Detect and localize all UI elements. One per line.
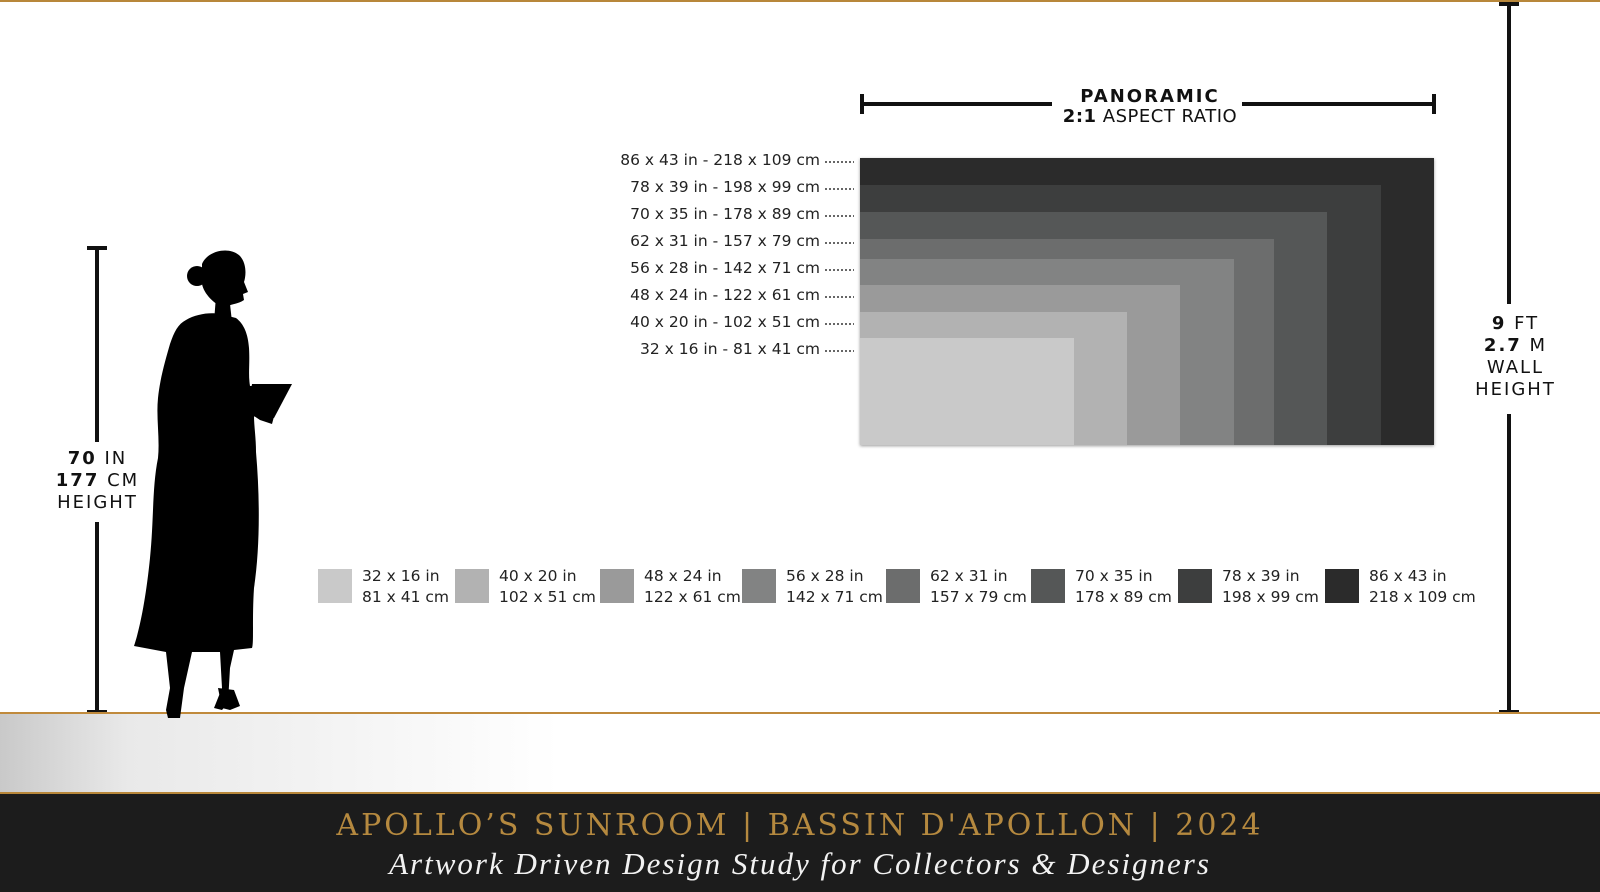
legend-text: 40 x 20 in 102 x 51 cm — [499, 567, 596, 606]
width-bracket-right — [1242, 102, 1434, 106]
footer-subtitle: Artwork Driven Design Study for Collectors & Designers — [389, 846, 1211, 881]
legend-swatch — [318, 569, 352, 603]
legend-swatch — [1178, 569, 1212, 603]
size-label-86x43: 86 x 43 in - 218 x 109 cm — [620, 151, 820, 169]
person-height-in-unit: IN — [104, 448, 128, 469]
size-leader-48x24 — [824, 296, 854, 298]
size-rect-32x16 — [860, 338, 1074, 445]
wall-height-line-top — [1507, 2, 1511, 304]
person-height-line-top — [95, 248, 99, 442]
wall-height-m-unit: M — [1529, 335, 1548, 356]
wall-height-word-2: HEIGHT — [1475, 379, 1556, 400]
size-leader-70x35 — [824, 215, 854, 217]
width-bracket-left — [862, 102, 1052, 106]
size-leader-32x16 — [824, 350, 854, 352]
size-leader-62x31 — [824, 242, 854, 244]
legend-text: 48 x 24 in 122 x 61 cm — [644, 567, 741, 606]
legend-swatch — [886, 569, 920, 603]
panoramic-title: PANORAMIC — [1080, 86, 1220, 107]
size-label-40x20: 40 x 20 in - 102 x 51 cm — [630, 313, 820, 331]
legend-text: 56 x 28 in 142 x 71 cm — [786, 567, 883, 606]
legend-swatch — [455, 569, 489, 603]
legend-swatch — [1031, 569, 1065, 603]
person-height-in-value: 70 — [67, 448, 97, 469]
aspect-ratio-label — [1030, 106, 1270, 127]
wall-height-line-bottom — [1507, 414, 1511, 714]
wall-height-m-value: 2.7 — [1483, 335, 1522, 356]
legend-swatch — [1325, 569, 1359, 603]
width-bracket-left-end — [860, 94, 864, 114]
person-height-cm-unit: CM — [107, 470, 140, 491]
legend-text: 62 x 31 in 157 x 79 cm — [930, 567, 1027, 606]
wall-height-ft-value: 9 — [1491, 313, 1507, 334]
wall-height-word-1: WALL — [1486, 357, 1545, 378]
wall-height-label — [1458, 313, 1573, 401]
wall-height-ft-unit: FT — [1514, 313, 1540, 334]
size-leader-40x20 — [824, 323, 854, 325]
size-label-48x24: 48 x 24 in - 122 x 61 cm — [630, 286, 820, 304]
silhouette-head — [202, 250, 248, 308]
legend-swatch — [742, 569, 776, 603]
aspect-ratio-text: ASPECT RATIO — [1102, 106, 1238, 127]
legend-text: 86 x 43 in 218 x 109 cm — [1369, 567, 1476, 606]
person-height-line-bottom — [95, 522, 99, 714]
size-label-70x35: 70 x 35 in - 178 x 89 cm — [630, 205, 820, 223]
width-bracket-right-end — [1432, 94, 1436, 114]
size-label-62x31: 62 x 31 in - 157 x 79 cm — [630, 232, 820, 250]
silhouette-tablet — [248, 384, 292, 418]
legend-swatch — [600, 569, 634, 603]
footer-banner — [0, 794, 1600, 892]
woman-silhouette — [130, 248, 310, 728]
size-label-32x16: 32 x 16 in - 81 x 41 cm — [640, 340, 820, 358]
wall-height-tick-top — [1499, 2, 1519, 6]
size-label-78x39: 78 x 39 in - 198 x 99 cm — [630, 178, 820, 196]
person-height-cm-value: 177 — [55, 470, 100, 491]
top-rule — [0, 0, 1600, 2]
footer-title: APOLLO’S SUNROOM | BASSIN D'APOLLON | 2024 — [336, 808, 1264, 843]
legend-text: 78 x 39 in 198 x 99 cm — [1222, 567, 1319, 606]
legend-text: 70 x 35 in 178 x 89 cm — [1075, 567, 1172, 606]
legend-text: 32 x 16 in 81 x 41 cm — [362, 567, 450, 606]
size-label-56x28: 56 x 28 in - 142 x 71 cm — [630, 259, 820, 277]
size-leader-56x28 — [824, 269, 854, 271]
aspect-ratio-value: 2:1 — [1062, 106, 1097, 127]
person-height-tick-top — [87, 246, 107, 250]
size-leader-78x39 — [824, 188, 854, 190]
person-height-word: HEIGHT — [57, 492, 138, 513]
silhouette-body — [134, 313, 280, 718]
size-leader-86x43 — [824, 161, 854, 163]
